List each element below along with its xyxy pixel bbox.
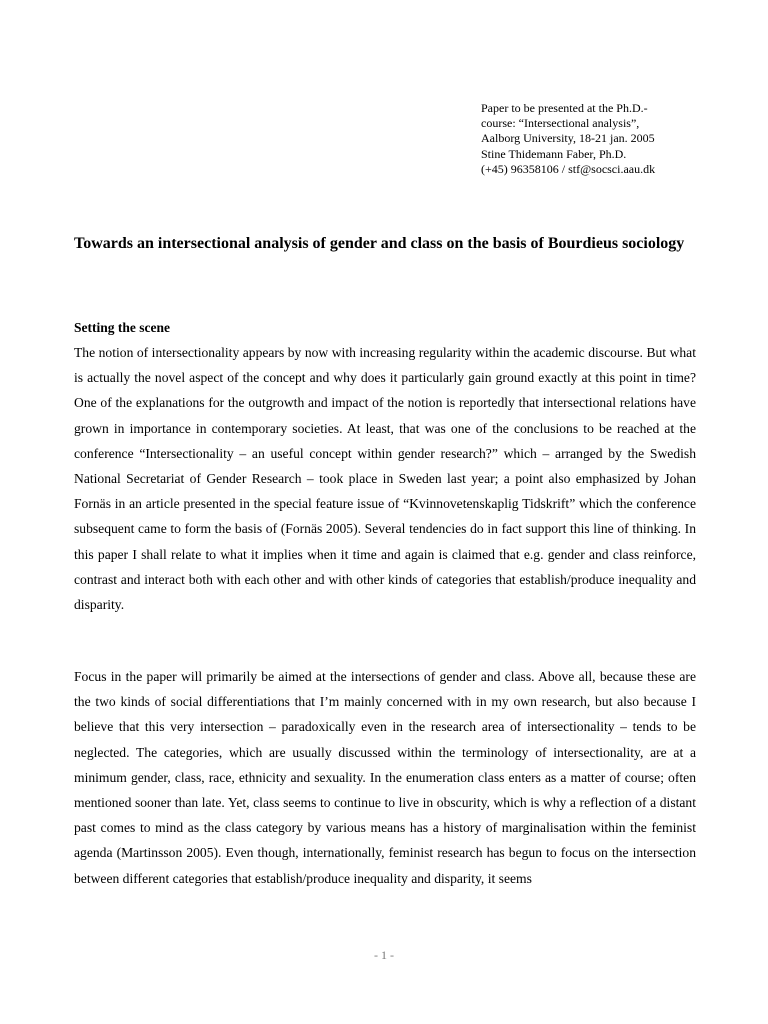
header-note-line: (+45) 96358106 / stf@socsci.aau.dk — [481, 161, 656, 176]
header-note-line: course: “Intersectional analysis”, — [481, 116, 640, 131]
header-note-line: Stine Thidemann Faber, Ph.D. — [481, 146, 627, 161]
header-note-line: Paper to be presented at the Ph.D.- — [481, 101, 648, 115]
header-note — [481, 101, 711, 177]
page-number: - 1 - — [374, 948, 394, 962]
paper-title: Towards an intersectional analysis of gender and class on the basis of Bourdieus sociology — [74, 235, 685, 252]
header-note-line: Aalborg University, 18-21 jan. 2005 — [481, 131, 655, 146]
body-paragraph: The notion of intersectionality appears by now with increasing regularity within the academic discourse. But what is actually the novel aspect of the concept and why does it particularly gain ground exactly at this point in time? One of the explanations for the outgrowth and impact of the notion is reportedly that intersectional relations have grown in importance in contemporary societies. At least, that was one of the conclusions to be reached at the conference “Intersectionality – an useful concept within gender research?” which – arranged by the Swedish National Secretariat of Gender Research – took place in Sweden last year; a point also emphasized by Johan Fornäs in an article presented in the special feature issue of “Kvinnovetenskaplig Tidskrift” which the conference subsequent came to form the basis of (Fornäs 2005). Several tendencies do in fact support this line of thinking. In this paper I shall relate to what it implies when it time and again is claimed that e.g. gender and class reinforce, contrast and interact both with each other and with other kinds of categories that establish/produce inequality and disparity. — [74, 345, 696, 613]
section-heading: Setting the scene — [74, 320, 170, 335]
body-paragraph: Focus in the paper will primarily be aimed at the intersections of gender and class. Above all, because these are the two kinds of social differentiations that I’m mainly concerned with in my own research, but also because I believe that this very intersection – paradoxically even in the research area of intersectionality – tends to be neglected. The categories, which are usually discussed within the terminology of intersectionality, are at a minimum gender, class, race, ethnicity and sexuality. In the enumeration class enters as a matter of course; often mentioned sooner than late. Yet, class seems to continue to live in obscurity, which is why a reflection of a distant past comes to mind as the class category by various means has a history of marginalisation within the feminist agenda (Martinsson 2005). Even though, internationally, feminist research has begun to focus on the intersection between different categories that establish/produce inequality and disparity, it seems — [74, 669, 696, 886]
